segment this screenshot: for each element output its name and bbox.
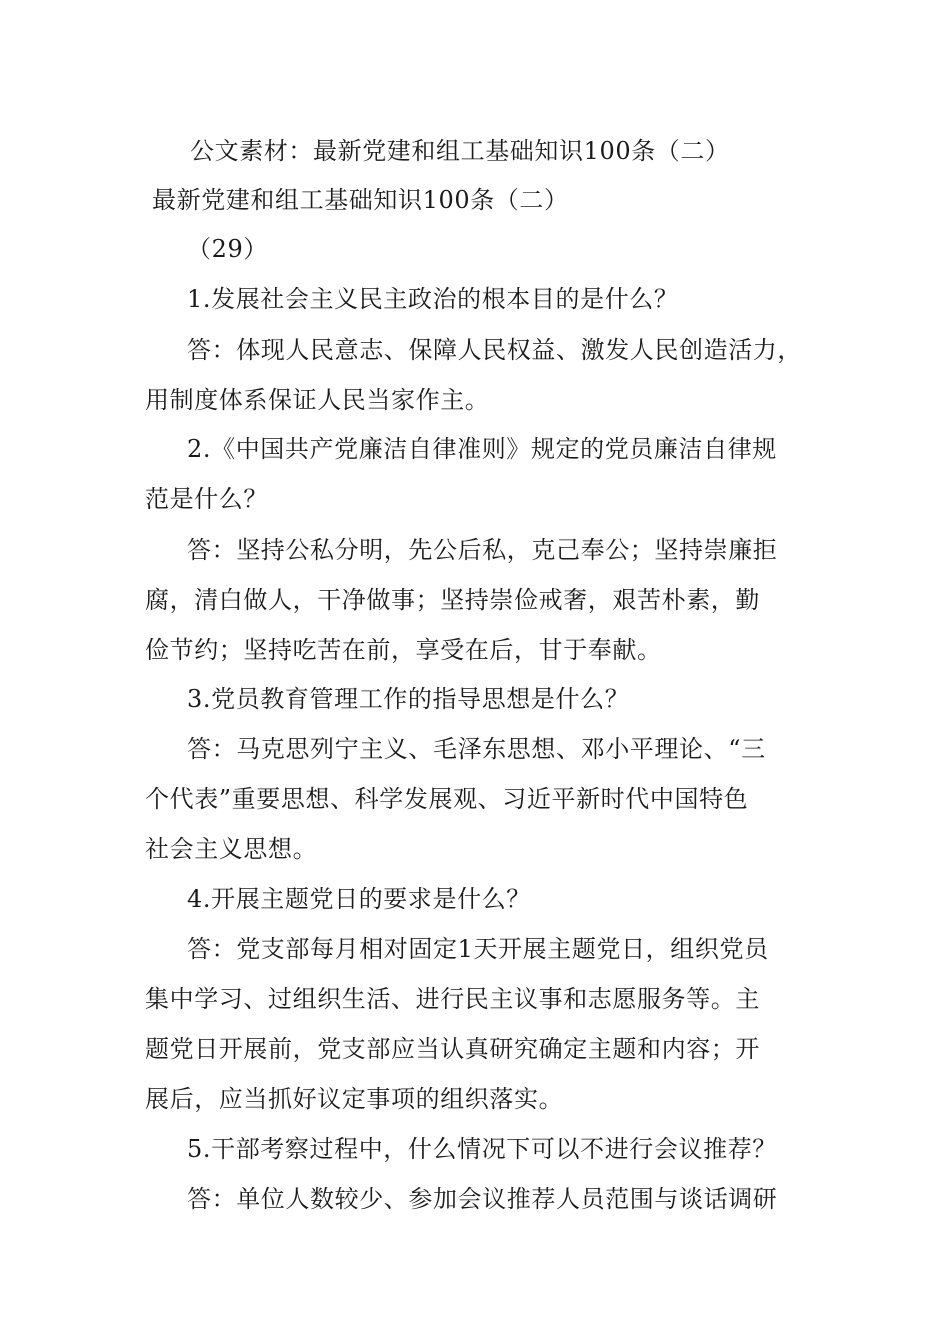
question-1-line-1: 1.发展社会主义民主政治的根本目的是什么？ xyxy=(187,285,679,313)
answer-4-line-3: 题党日开展前，党支部应当认真研究确定主题和内容；开 xyxy=(145,1035,760,1063)
answer-5-line-1: 答：单位人数较少、参加会议推荐人员范围与谈话调研 xyxy=(187,1185,778,1213)
document-title: 公文素材：最新党建和组工基础知识100条（二） xyxy=(190,137,730,165)
question-5-line-1: 5.干部考察过程中，什么情况下可以不进行会议推荐？ xyxy=(187,1135,777,1163)
answer-2-line-2: 腐，清白做人，干净做事；坚持崇俭戒奢，艰苦朴素，勤 xyxy=(145,586,760,614)
answer-4-line-1: 答：党支部每月相对固定1天开展主题党日，组织党员 xyxy=(187,935,769,963)
question-3-line-1: 3.党员教育管理工作的指导思想是什么？ xyxy=(187,685,630,713)
answer-1-line-1: 答：体现人民意志、保障人民权益、激发人民创造活力， xyxy=(187,336,802,364)
answer-2-line-1: 答：坚持公私分明，先公后私，克己奉公；坚持崇廉拒 xyxy=(187,536,778,564)
answer-1-line-2: 用制度体系保证人民当家作主。 xyxy=(145,386,490,414)
answer-2-line-3: 俭节约；坚持吃苦在前，享受在后，甘于奉献。 xyxy=(145,636,662,664)
answer-3-line-2: 个代表”重要思想、科学发展观、习近平新时代中国特色 xyxy=(145,785,749,813)
question-4-line-1: 4.开展主题党日的要求是什么？ xyxy=(187,885,531,913)
answer-3-line-1: 答：马克思列宁主义、毛泽东思想、邓小平理论、“三 xyxy=(187,735,766,763)
question-2-line-1: 2.《中国共产党廉洁自律准则》规定的党员廉洁自律规 xyxy=(187,435,777,463)
answer-3-line-3: 社会主义思想。 xyxy=(145,835,318,863)
section-number: （29） xyxy=(187,235,268,263)
document-subtitle: 最新党建和组工基础知识100条（二） xyxy=(152,186,569,214)
answer-4-line-4: 展后，应当抓好议定事项的组织落实。 xyxy=(145,1085,564,1113)
answer-4-line-2: 集中学习、过组织生活、进行民主议事和志愿服务等。主 xyxy=(145,985,760,1013)
question-2-line-2: 范是什么？ xyxy=(145,485,268,513)
